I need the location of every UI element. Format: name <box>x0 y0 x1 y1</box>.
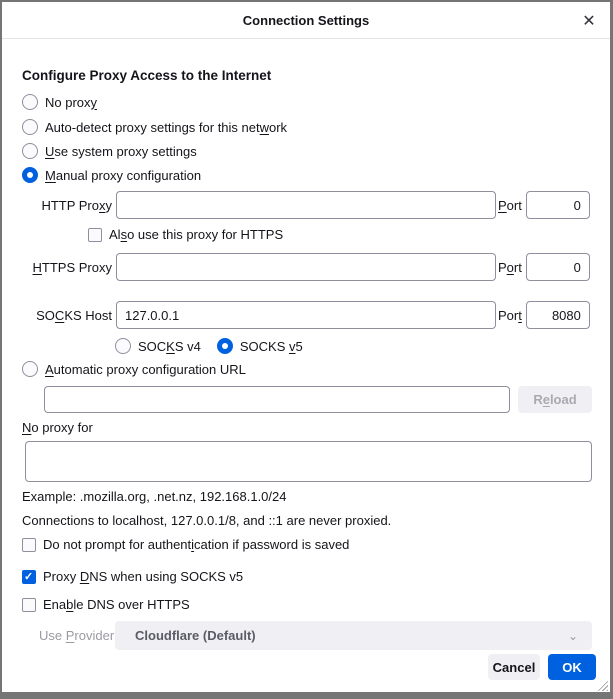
socks-port-label: Port <box>498 307 522 323</box>
no-prompt-auth-row[interactable] <box>22 537 349 552</box>
titlebar <box>2 2 610 39</box>
http-port-input[interactable] <box>526 191 590 219</box>
no-proxy-example-text: Example: .mozilla.org, .net.nz, 192.168.1.0/24 <box>22 489 287 504</box>
proxy-dns-label: Proxy DNS when using SOCKS v5 <box>43 569 244 584</box>
socks-port-input[interactable] <box>526 301 590 329</box>
provider-select[interactable] <box>115 621 592 650</box>
also-https-checkbox[interactable] <box>88 228 102 242</box>
https-proxy-label: HTTPS Proxy <box>32 259 112 275</box>
https-port-label: Port <box>498 259 522 275</box>
reload-button[interactable]: R e load <box>518 386 592 413</box>
radio-socks-v4[interactable] <box>115 338 131 354</box>
https-port-input[interactable] <box>526 253 590 281</box>
radio-row-autodetect[interactable] <box>22 119 287 135</box>
socks-host-input[interactable] <box>116 301 496 329</box>
proxy-dns-row[interactable] <box>22 569 243 584</box>
proxy-dns-checkbox[interactable] <box>22 570 36 584</box>
socks-version-row <box>115 338 303 354</box>
radio-autodetect-label: Auto-detect proxy settings for this network <box>45 119 288 135</box>
https-proxy-row <box>22 253 590 281</box>
ok-button[interactable]: OK <box>548 654 596 680</box>
radio-no-proxy-label: No proxy <box>45 94 98 110</box>
radio-row-manual-proxy[interactable] <box>22 167 201 183</box>
radio-system-proxy-label: Use system proxy settings <box>45 143 197 159</box>
socks-host-label: SOCKS Host <box>36 307 112 323</box>
dialog-title: Connection Settings <box>242 13 370 28</box>
enable-doh-label: Enable DNS over HTTPS <box>43 597 190 612</box>
radio-autoconfig-label: Automatic proxy configuration URL <box>45 361 246 377</box>
http-proxy-label: HTTP Proxy <box>41 197 112 213</box>
no-proxy-note-text: Connections to localhost, 127.0.0.1/8, and ::1 are never proxied. <box>22 513 392 528</box>
https-proxy-input[interactable] <box>116 253 496 281</box>
provider-select-value: Cloudflare (Default) <box>135 628 256 643</box>
radio-socks-v5-label: SOCKS v5 <box>239 338 303 354</box>
close-icon[interactable]: ✕ <box>582 13 596 30</box>
http-port-label: Port <box>498 197 522 213</box>
no-proxy-for-label: No proxy for <box>22 420 93 435</box>
radio-manual-proxy-label: Manual proxy configuration <box>45 167 202 183</box>
page-title: Configure Proxy Access to the Internet <box>22 68 272 83</box>
autoconfig-url-input[interactable] <box>44 386 510 413</box>
use-provider-label: Use Provider <box>39 628 115 643</box>
no-prompt-auth-checkbox[interactable] <box>22 538 36 552</box>
no-proxy-for-textarea[interactable] <box>25 441 592 482</box>
chevron-down-icon: ⌄ <box>567 628 578 643</box>
radio-row-system-proxy[interactable] <box>22 143 197 159</box>
radio-socks-v4-label: SOCKS v4 <box>138 338 201 354</box>
footer-buttons <box>488 654 596 680</box>
radio-autoconfig[interactable] <box>22 361 38 377</box>
autoconfig-url-row <box>44 386 592 413</box>
socks-host-row <box>22 301 590 329</box>
http-proxy-input[interactable] <box>116 191 496 219</box>
radio-row-autoconfig[interactable] <box>22 361 246 377</box>
also-https-label: Also use this proxy for HTTPS <box>109 227 284 242</box>
radio-system-proxy[interactable] <box>22 143 38 159</box>
enable-doh-checkbox[interactable] <box>22 598 36 612</box>
http-proxy-row <box>22 191 590 219</box>
radio-no-proxy[interactable] <box>22 94 38 110</box>
no-prompt-auth-label: Do not prompt for authentication if password is saved <box>43 537 350 552</box>
radio-socks-v5[interactable] <box>217 338 233 354</box>
resize-grip[interactable] <box>595 678 608 691</box>
radio-autodetect[interactable] <box>22 119 38 135</box>
enable-doh-row[interactable] <box>22 597 190 612</box>
cancel-button[interactable]: Cancel <box>488 654 540 680</box>
radio-manual-proxy[interactable] <box>22 167 38 183</box>
also-https-row[interactable] <box>88 227 283 242</box>
radio-row-no-proxy[interactable] <box>22 94 97 110</box>
